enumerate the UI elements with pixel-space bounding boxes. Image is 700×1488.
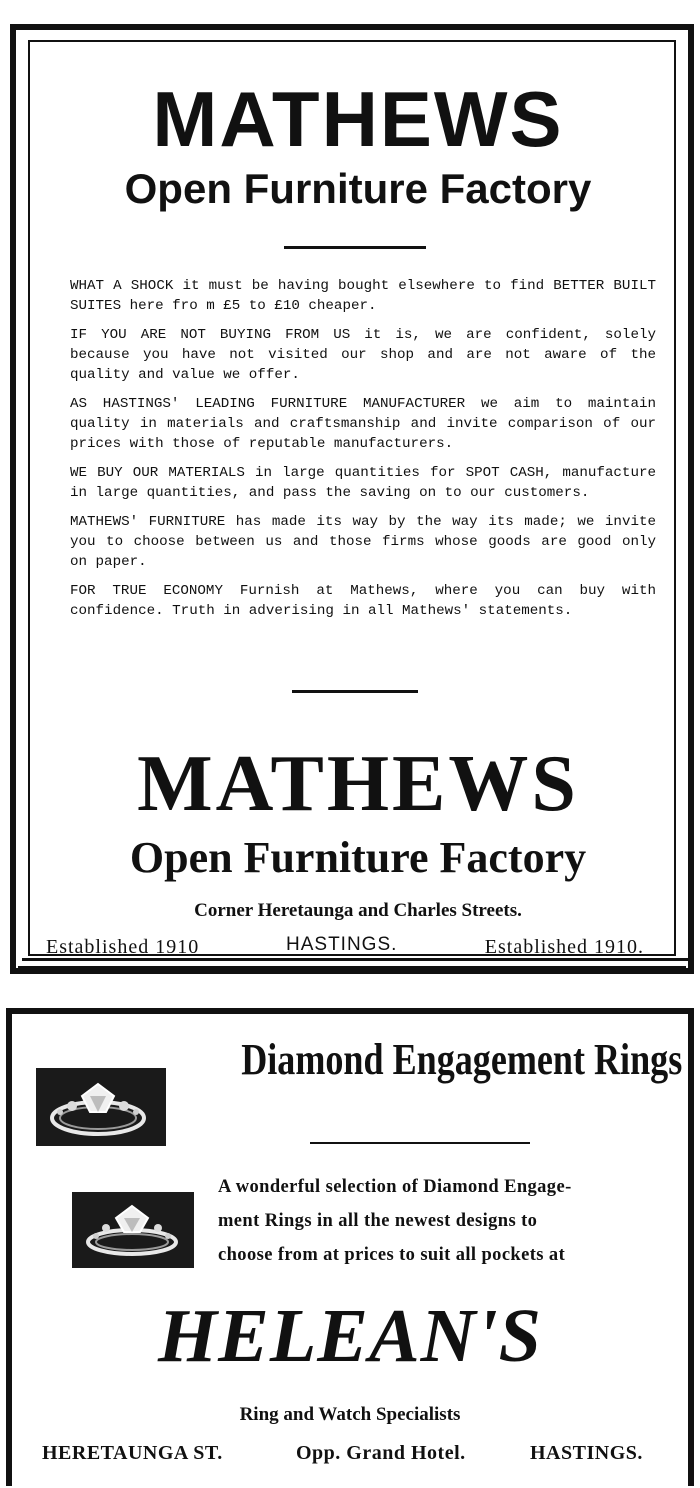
paragraph-not-buying: IF YOU ARE NOT BUYING FROM US it is, we are confident, solely because you have not visited our shop and are not aware of the quality and value we offer. (70, 327, 656, 383)
description-line: choose from at prices to suit all pockets at (218, 1245, 566, 1265)
paragraph-furniture: MATHEWS' FURNITURE has made its way by the way its made; we invite you to choose between us and those firms whose goods are good only on paper. (70, 514, 656, 570)
mathews-subtitle: Open Furniture Factory (124, 165, 592, 212)
heleans-landmark: Opp. Grand Hotel. (296, 1442, 466, 1464)
heleans-specialists: Ring and Watch Specialists (239, 1404, 461, 1425)
heleans-city: HASTINGS. (530, 1442, 643, 1464)
mathews-advertisement (10, 24, 694, 974)
divider-rule (310, 1142, 530, 1144)
rings-description (218, 1170, 650, 1272)
paragraph-shock: WHAT A SHOCK it must be having bought elsewhere to find BETTER BUILT SUITES here fro m £5 to £10 cheaper. (70, 278, 656, 314)
paragraph-materials: WE BUY OUR MATERIALS in large quantities for SPOT CASH, manufacture in large quantities, and pass the saving on to our customers. (70, 465, 656, 501)
divider-rule (284, 246, 426, 249)
divider-rule (292, 690, 418, 693)
mathews-body-copy (70, 276, 656, 630)
paragraph-leading-manufacturer: AS HASTINGS' LEADING FURNITURE MANUFACTURER we aim to maintain quality in materials and craftsmanship and invite comparison of our prices with those of reputable manufacturers. (70, 396, 656, 452)
rings-headline: Diamond Engagement Rings (241, 1035, 683, 1084)
separator-rule (18, 966, 686, 968)
mathews-subtitle-repeat: Open Furniture Factory (129, 833, 587, 882)
mathews-city: HASTINGS. (286, 934, 398, 955)
heleans-brand-heading: HELEAN'S (158, 1294, 542, 1378)
description-line: A wonderful selection of Diamond Engage- (218, 1177, 572, 1197)
established-left: Established 1910 (46, 936, 200, 958)
description-line: ment Rings in all the newest designs to (218, 1211, 538, 1231)
diamond-ring-icon (36, 1068, 166, 1146)
paragraph-economy: FOR TRUE ECONOMY Furnish at Mathews, where you can buy with confidence. Truth in adverising in all Mathews' statements. (70, 583, 656, 619)
heleans-advertisement (6, 1008, 694, 1486)
heleans-street: HERETAUNGA ST. (42, 1442, 223, 1464)
separator-rule (22, 958, 690, 961)
mathews-address: Corner Heretaunga and Charles Streets. (194, 900, 522, 921)
diamond-ring-icon (72, 1192, 194, 1268)
established-right: Established 1910. (484, 936, 644, 958)
mathews-brand-heading: MATHEWS (152, 75, 564, 163)
mathews-brand-repeat: MATHEWS (137, 740, 579, 828)
